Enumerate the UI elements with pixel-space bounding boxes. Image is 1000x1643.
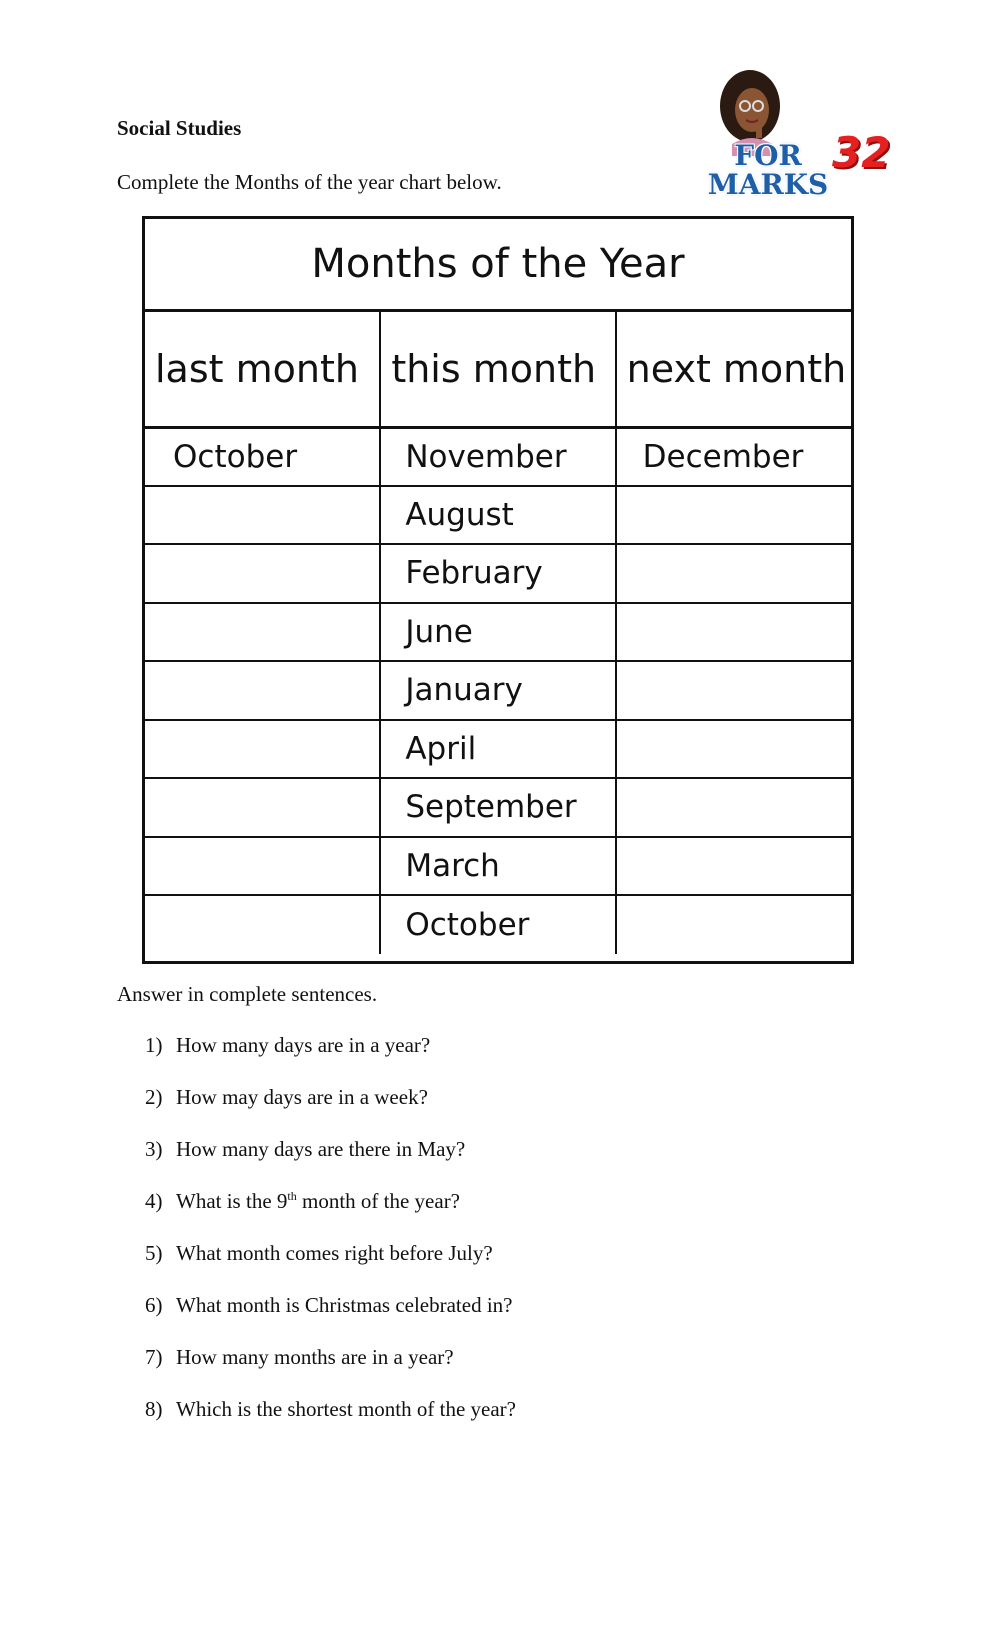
- this-month-cell: September: [380, 778, 615, 837]
- last-month-cell[interactable]: [145, 895, 380, 954]
- question-text: How many days are there in May?: [176, 1137, 466, 1161]
- last-month-cell[interactable]: [145, 544, 380, 603]
- table-row: [145, 603, 851, 662]
- question-text: How may days are in a week?: [176, 1085, 428, 1109]
- next-month-cell[interactable]: [616, 895, 851, 954]
- column-header: next month: [616, 312, 851, 427]
- question-text: What is the 9th month of the year?: [176, 1189, 461, 1213]
- table-row: [145, 427, 851, 486]
- question-text: How many days are in a year?: [176, 1033, 431, 1057]
- question-text: What month is Christmas celebrated in?: [176, 1293, 513, 1317]
- table-row: [145, 661, 851, 720]
- question-text: Which is the shortest month of the year?: [176, 1397, 516, 1421]
- last-month-cell[interactable]: [145, 486, 380, 545]
- next-month-cell[interactable]: [616, 603, 851, 662]
- question-item: 6) What month is Christmas celebrated in?: [145, 1293, 513, 1317]
- this-month-cell: February: [380, 544, 615, 603]
- question-text: How many months are in a year?: [176, 1345, 454, 1369]
- question-item: 8) Which is the shortest month of the year?: [145, 1397, 516, 1421]
- this-month-cell: August: [380, 486, 615, 545]
- for-marks-label: FOR MARKS: [707, 139, 829, 201]
- chart-instruction: Complete the Months of the year chart below.: [117, 170, 502, 194]
- last-month-cell[interactable]: [145, 837, 380, 896]
- column-header: this month: [380, 312, 615, 427]
- next-month-cell[interactable]: [616, 544, 851, 603]
- column-header: last month: [145, 312, 380, 427]
- next-month-cell[interactable]: [616, 661, 851, 720]
- question-item: 3) How many days are there in May?: [145, 1137, 466, 1161]
- question-item: 5) What month comes right before July?: [145, 1241, 493, 1265]
- next-month-cell[interactable]: [616, 837, 851, 896]
- this-month-cell: June: [380, 603, 615, 662]
- answer-instruction: Answer in complete sentences.: [117, 982, 378, 1006]
- question-item: 7) How many months are in a year?: [145, 1345, 454, 1369]
- subject-heading: Social Studies: [117, 116, 242, 140]
- question-list: [145, 1033, 516, 1449]
- this-month-cell: November: [380, 427, 615, 486]
- last-month-cell[interactable]: [145, 720, 380, 779]
- last-month-cell: October: [145, 427, 380, 486]
- this-month-cell: January: [380, 661, 615, 720]
- next-month-cell[interactable]: [616, 486, 851, 545]
- last-month-cell[interactable]: [145, 661, 380, 720]
- next-month-cell[interactable]: [616, 778, 851, 837]
- table-row: [145, 720, 851, 779]
- table-row: [145, 778, 851, 837]
- for-marks-badge: [702, 66, 912, 211]
- this-month-cell: October: [380, 895, 615, 954]
- months-table: [145, 312, 851, 954]
- table-row: [145, 486, 851, 545]
- this-month-cell: March: [380, 837, 615, 896]
- question-item: 4) What is the 9th month of the year?: [145, 1189, 461, 1213]
- marks-count: 32: [832, 128, 891, 177]
- table-row: [145, 895, 851, 954]
- chart-title: Months of the Year: [145, 219, 851, 312]
- last-month-cell[interactable]: [145, 778, 380, 837]
- table-row: [145, 837, 851, 896]
- this-month-cell: April: [380, 720, 615, 779]
- question-item: 1) How many days are in a year?: [145, 1033, 431, 1057]
- question-text: What month comes right before July?: [176, 1241, 493, 1265]
- next-month-cell: December: [616, 427, 851, 486]
- question-item: 2) How may days are in a week?: [145, 1085, 428, 1109]
- next-month-cell[interactable]: [616, 720, 851, 779]
- months-chart: [142, 216, 854, 964]
- last-month-cell[interactable]: [145, 603, 380, 662]
- table-row: [145, 544, 851, 603]
